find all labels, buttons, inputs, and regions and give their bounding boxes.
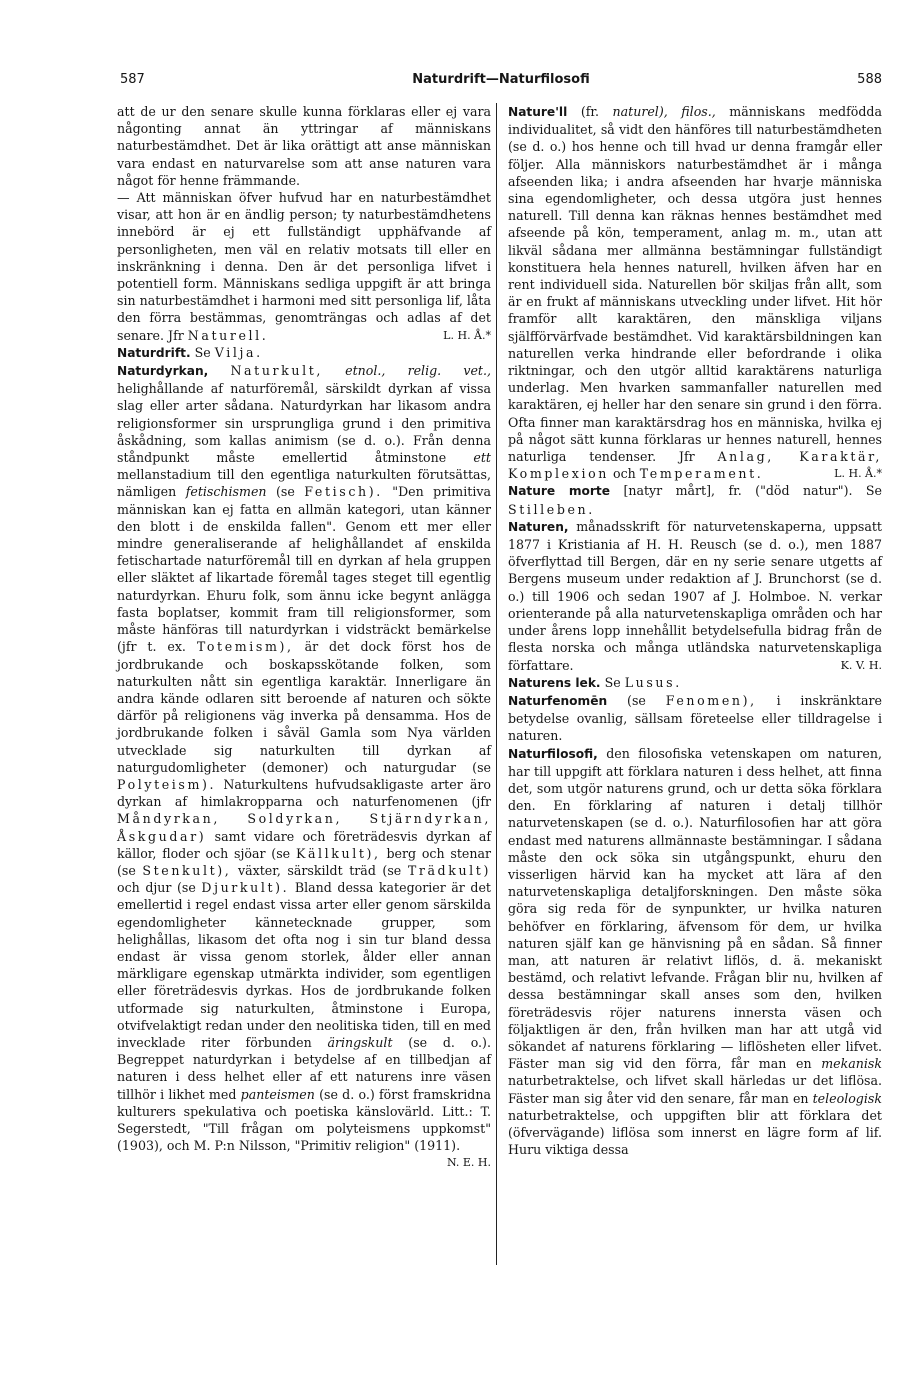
headword: Nature morte xyxy=(508,484,611,499)
headword: Naturfilosofi, xyxy=(508,746,598,761)
headword: Naturdrift. xyxy=(117,345,191,360)
cross-reference[interactable]: Trädkult) xyxy=(407,862,491,878)
headword: Nature'll xyxy=(508,105,568,119)
entry-naturfilosofi: Naturfilosofi, den filosofiska vetenskapen om naturen, har till uppgift att förklara naturen i dess helhet, att finna det, som utgör naturens grund, och ur detta söka förklara den. En förklaring af naturen i detalj tillhör naturvetenskapen (se d. o.). Naturfilosofien har att göra endast med naturens allmännaste bestämningar. I sådana måste den ock söka sin utgångspunkt, ehuru den visserligen härvid kan ha mycket att lära af den naturvetenskapliga detaljforskningen. Den måste söka göra sig reda för de synpunkter, ur hvilka naturen behöfver en förklaring, äfvensom för dem, ur hvilka naturen själf kan ge hänvisning på en sådan. Så finner man, att naturen är relativt liflös, d. ä. mekaniskt bestämd, och relativt lefvande. Frågan blir nu, hvilken af dessa bestämningar skall anses som den, hvilken företrädesvis röjer naturens innersta väsen och följaktligen är den, från hvilken man har att utgå vid sökandet af naturens förklaring — liflösheten eller lifvet. Fäster man sig vid den förra, får man en mekanisk naturbetraktelse, och lifvet skall härledas ur det liflösa. Fäster man sig åter vid den senare, får man en teleologisk naturbetraktelse, och uppgiften blir att förklara det (öfvervägande) liflösa som innerst en lägre form af lif. Huru viktiga dessa xyxy=(508,745,882,1158)
cross-reference[interactable]: Fetisch). xyxy=(304,484,383,500)
author-signature: N. E. H. xyxy=(446,1156,491,1170)
cross-reference[interactable]: Vilja. xyxy=(214,344,263,360)
cross-reference[interactable]: Totemism), xyxy=(196,639,294,655)
author-signature: L. H. Å.* xyxy=(443,328,491,342)
paragraph: — Att människan öfver hufvud har en naturbestämdhet visar, att hon är en ändlig person; ty naturbestämdhetens innebörd är ej ett fullständigt upphäfvande af personligheten, men väl en relativ motsats till eller en inskränkning i denna. Den är det personliga lifvet i potentiell form. Människans sedliga uppgift är att bringa sin naturbestämdhet i harmoni med sitt personliga lif, låta den förra bestämmas, genomträngas och adlas af det senare. Jfr Naturell. L. H. Å.* xyxy=(117,190,491,343)
left-column xyxy=(117,103,491,1172)
entry-naturdyrkan: Naturdyrkan, Naturkult, etnol., relig. vet., helighållande af naturföremål, särskildt dyrkan af vissa slag eller arter sådana. Naturdyrkan har likasom andra religionsformer sin ursprungliga grund i den primitiva åskådning, som kallas animism (se d. o.). Från denna ståndpunkt måste emellertid åtminstone ett mellanstadium till den egentliga naturkulten förutsättas, nämligen fetischismen (se Fetisch). "Den primitiva människan kan ej fatta en allmän kategori, utan känner den blott i de enskilda fallen". Genom ett mer eller mindre generaliserande af helighållandet af enskilda fetischartade naturföremål till en dyrkan af hela gruppen eller släktet af likartade föremål tages steget till egentlig naturdyrkan. Ehuru folk, som ännu icke begynt anlägga fasta boplatser, kommit fram till religionsformer, som måste hänföras till naturdyrkan i vidsträckt bemärkelse (jfr t. ex. Totemism), är det dock först hos de jordbrukande och boskapsskötande folken, som naturkulten nått sin egentliga karaktär. Innerligare än andra kände odlaren sitt beroende af naturen och sökte därför på religionens väg inverka på densamma. Hos de jordbrukande folken i såväl Gamla som Nya världen utvecklade sig naturkulten till dyrkan af naturgudomligheter (demoner) och naturgudar (se Polyteism). Naturkultens hufvudsakligaste arter äro dyrkan af himlakropparna och naturfenomenen (jfr Måndyrkan, Soldyrkan, Stjärndyrkan, Åskgudar) samt vidare och företrädesvis dyrkan af källor, floder och sjöar (se Källkult), berg och stenar (se Stenkult), växter, särskildt träd (se Trädkult) och djur (se Djurkult). Bland dessa kategorier är det emellertid i regel endast vissa arter eller genom särskilda egendomligheter kännetecknade grupper, som helighållas, likasom det ofta nog i sin tur bland dessa endast är vissa genom storlek, ålder eller annan märkligare egenskap utmärkta individer, som egentligen eller företrädesvis dyrkas. Hos de jordbrukande folken utformade sig naturkulten, åtminstone i Europa, otvifvelaktigt redan under den neolitiska tiden, till en med invecklade riter förbunden äringskult (se d. o.). Begreppet naturdyrkan i betydelse af en tillbedjan af naturen i dess helhet eller af ett naturens inre väsen tillhör i likhet med panteismen (se d. o.) först framskridna kulturers spekulativa och poetiska känslovärld. Litt.: T. Segerstedt, "Till frågan om polyteismens uppkomst" (1903), och M. P:n Nilsson, "Primitiv religion" (1911). N. E. H. xyxy=(117,362,491,1154)
cross-reference[interactable]: Polyteism). xyxy=(117,776,217,792)
entry-naturfenomen: Naturfenomēn (se Fenomen), i inskränktare betydelse ovanlig, sällsam företeelse eller tilldragelse i naturen. xyxy=(508,692,882,744)
entry-naturell: Nature'll (fr. naturel), filos., människans medfödda individualitet, så vidt den hänföres till naturbestämdheten (se d. o.) hos henne och till hvad ur denna framgår eller följer. Alla människors naturbestämdhet är i många afseenden lika; i andra afseenden har hvarje människa sina egendomligheter, och dessa utgöra just hennes naturell. Till denna kan räknas hennes bestämdhet med afseende på kön, temperament, anlag m. m., utan att likväl sådana mer allmänna bestämningar fullständigt konstituera hela hennes naturell, hvilken äfven har en rent individuell sida. Naturellen bör skiljas från allt, som är en frukt af människans utveckling under lifvet. Hit hör framför allt karaktären, den mänskliga viljans själfförvärfvade bestämdhet. Vid karaktärsbildningen kan naturellen verka hindrande eller befordrande i olika riktningar, och den utgör alltid karaktärens naturliga underlag. Men hvarken sammanfaller naturellen med karaktären, ej heller har den senare sin grund i den förra. Ofta finner man karaktärsdrag hos en människa, hvilka ej på något sätt kunna förklaras ur hennes naturell, hennes naturliga tendenser. Jfr Anlag, Karaktär, Komplexion och Temperament. L. H. Å.* xyxy=(508,104,882,482)
cross-reference[interactable]: Naturell. xyxy=(187,327,269,343)
cross-reference[interactable]: Djurkult). xyxy=(201,880,290,896)
running-head: Naturdrift—Naturfilosofi xyxy=(412,72,590,87)
page-header xyxy=(120,72,882,92)
entry-naturen: Naturen, månadsskrift för naturvetenskaperna, uppsatt 1877 i Kristiania af H. H. Reusch (se d. o.), men 1887 öfverflyttad till Bergen, där en ny serie senare utgetts af Bergens museum under redaktion af J. Brunchorst (se d. o.) till 1906 och sedan 1907 af J. Holmboe. N. verkar orienterande på alla naturvetenskapliga områden och har under årens lopp innehållit betydelsefulla bidrag från de flesta norska och många utländska naturvetenskapliga författare. K. V. H. xyxy=(508,518,882,673)
cross-reference[interactable]: Källkult), xyxy=(295,845,381,861)
page-number-right: 588 xyxy=(857,72,882,87)
cross-reference[interactable]: Måndyrkan, Soldyrkan, Stjärndyrkan, Åskgudar) xyxy=(117,811,491,844)
entry-naturens-lek: Naturens lek. Se Lusus. xyxy=(508,674,682,690)
page-number-left: 587 xyxy=(120,72,145,87)
headword: Naturen, xyxy=(508,519,569,534)
cross-reference[interactable]: Fenomen), xyxy=(665,692,757,708)
headword: Naturfenomēn xyxy=(508,693,608,708)
author-signature: L. H. Å.* xyxy=(834,467,882,481)
entry-nature-morte: Nature morte [natyr mårt], fr. ("död natur"). Se Stilleben. xyxy=(508,483,882,517)
headword: Naturdyrkan, xyxy=(117,364,209,379)
cross-reference[interactable]: Stilleben. xyxy=(508,501,595,517)
cross-reference[interactable]: Anlag, Karaktär, Komplexion xyxy=(508,449,882,482)
column-divider xyxy=(496,103,497,1265)
author-signature: K. V. H. xyxy=(840,658,882,672)
cross-reference[interactable]: Lusus. xyxy=(624,674,682,690)
cross-reference[interactable]: Stenkult), xyxy=(142,862,232,878)
entry-naturdrift: Naturdrift. Se Vilja. xyxy=(117,344,263,360)
paragraph: att de ur den senare skulle kunna förklaras eller ej vara någonting annat än yttringar af människans naturbestämdhet. Det är lika orättigt att anse människan vara endast en naturvarelse som att anse naturen vara något för henne främmande. xyxy=(117,104,491,188)
headword: Naturens lek. xyxy=(508,675,601,690)
right-column xyxy=(508,103,882,1158)
cross-reference[interactable]: Temperament. xyxy=(639,466,764,482)
